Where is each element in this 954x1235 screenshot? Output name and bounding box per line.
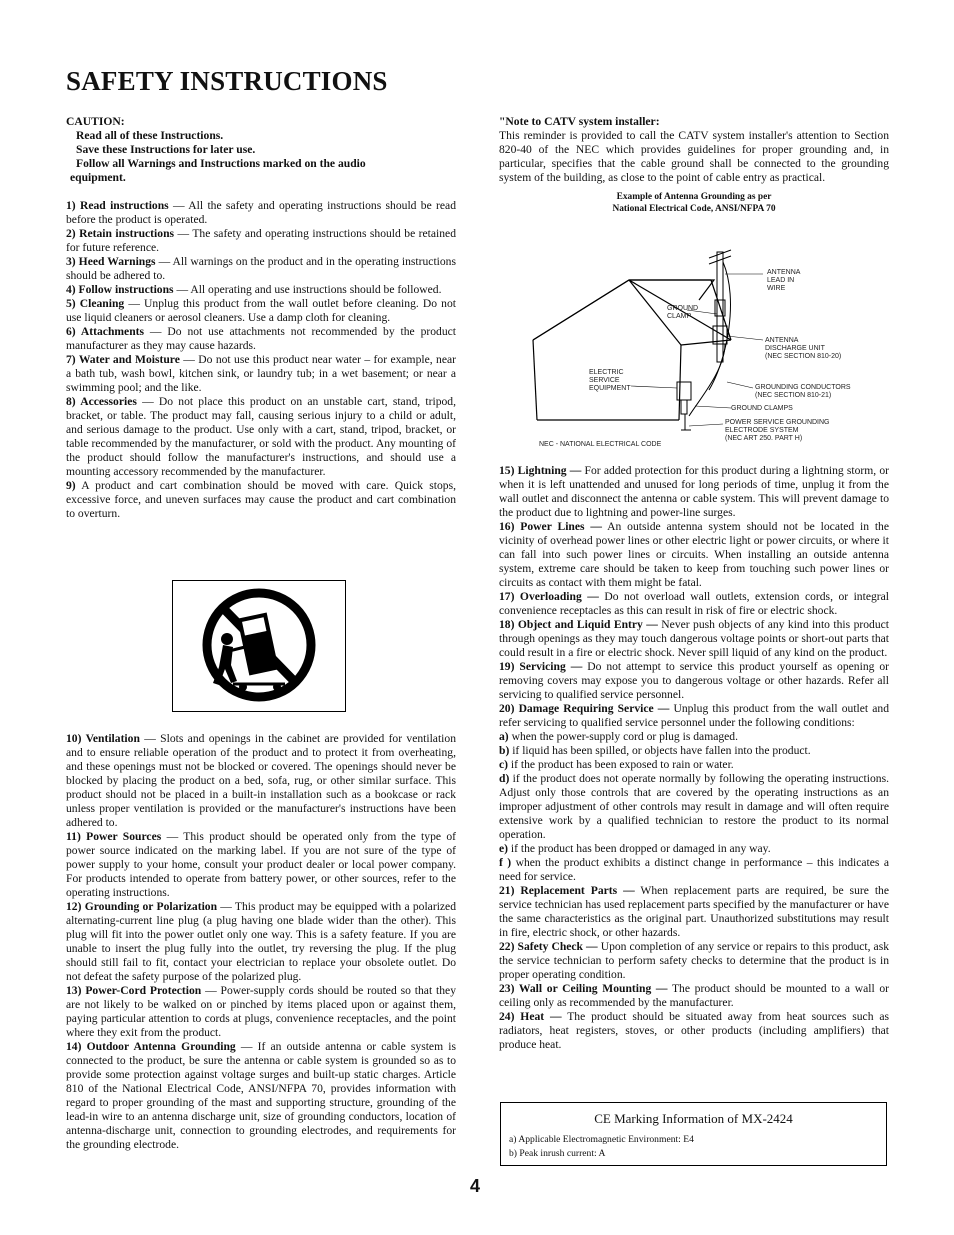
sub-label: f )	[499, 856, 512, 869]
sub-label: b)	[499, 744, 510, 757]
sub-text: if the product has been exposed to rain or water.	[508, 758, 734, 771]
item-label: 4) Follow instructions	[66, 283, 174, 296]
damage-sub-item	[499, 730, 889, 744]
damage-sub-item	[499, 842, 889, 856]
item-text: Do not overload wall outlets, extension cords, or integral convenience receptacles as this can result in risk of fire or electric shock.	[499, 590, 889, 617]
cart-tip-over-icon	[173, 581, 345, 711]
item-label: 21) Replacement Parts —	[499, 884, 635, 897]
caution-line: Follow all Warnings and Instructions marked on the audio	[76, 157, 366, 170]
instruction-item	[499, 660, 889, 702]
item-text: — Power-supply cords should be routed so that they are not likely to be walked on or pinched by items placed upon or against them, paying particular attention to cords at plugs, convenience receptacles, and the point where they exit from the product.	[66, 984, 456, 1039]
antenna-grounding-diagram	[499, 240, 889, 455]
page-title: SAFETY INSTRUCTIONS	[66, 66, 388, 96]
item-text: The product should be situated away from heat sources such as radiators, heat registers, stoves, or other products (including amplifiers) that produce heat.	[499, 1010, 889, 1051]
instruction-item	[499, 1010, 889, 1052]
item-text: — This product may be equipped with a polarized alternating-current line plug (a plug having one blade wider than the other). This plug will fit into the power outlet only one way. This is a safety feature. If you are unable to insert the plug fully into the outlet, try reversing the plug. If the plug should still fail to fit, contact your electrician to replace your obsolete outlet. Do not defeat the safety purpose of the polarized plug.	[66, 900, 456, 983]
ce-line: b) Peak inrush current: A	[509, 1148, 606, 1159]
instruction-item	[66, 984, 456, 1040]
sub-label: a)	[499, 730, 509, 743]
caution-block	[66, 115, 456, 185]
item-text: Upon completion of any service or repairs to this product, ask the service technician to perform safety checks to determine that the product is in proper operating condition.	[499, 940, 889, 981]
instruction-item	[66, 395, 456, 479]
instruction-item	[499, 940, 889, 982]
damage-sub-item	[499, 758, 889, 772]
caution-line: Read all of these Instructions.	[76, 129, 224, 142]
item-text: — The safety and operating instructions should be retained for future reference.	[66, 227, 457, 254]
catv-note-heading: "Note to CATV system installer:	[499, 115, 660, 128]
item-label: 9)	[66, 479, 76, 492]
item-label: 8) Accessories	[66, 395, 137, 408]
item-label: 17) Overloading —	[499, 590, 599, 603]
ce-title: CE Marking Information of MX-2424	[594, 1111, 793, 1126]
diagram-label: ELECTRIC SERVICE EQUIPMENT	[589, 369, 631, 392]
diagram-title-line: Example of Antenna Grounding as per	[616, 192, 772, 202]
caution-heading: CAUTION:	[66, 115, 125, 128]
sub-text: if liquid has been spilled, or objects have fallen into the product.	[509, 744, 811, 757]
item-text: — Do not place this product on an unstable cart, stand, tripod, bracket, or table. The product may fall, causing serious injury to a child or adult, and serious damage to the product. Use only with a cart, stand, tripod, bracket, or table recommended by the manufacturer, or sold with the product. Any mounting of the product should follow the manufacturer's instructions, and should use a mounting accessory recommended by the manufacturer.	[66, 395, 457, 478]
item-label: 23) Wall or Ceiling Mounting —	[499, 982, 668, 995]
right-lower-column	[499, 464, 889, 1052]
item-text: — All operating and use instructions should be followed.	[173, 283, 442, 296]
item-text: — All the safety and operating instructions should be read before the product is operated.	[66, 199, 456, 226]
cart-warning-figure	[172, 580, 346, 712]
diagram-label: GROUND CLAMP	[667, 305, 699, 320]
item-label: 10) Ventilation	[66, 732, 140, 745]
item-label: 7) Water and Moisture	[66, 353, 180, 366]
sub-text: when the power-supply cord or plug is damaged.	[508, 730, 739, 743]
item-label: 18) Object and Liquid Entry —	[499, 618, 658, 631]
diagram-label: GROUNDING CONDUCTORS (NEC SECTION 810-21)	[755, 384, 851, 399]
instruction-item	[499, 982, 889, 1010]
instruction-item	[499, 520, 889, 590]
instruction-item	[66, 830, 456, 900]
instruction-item	[66, 479, 456, 521]
sub-label: c)	[499, 758, 509, 771]
diagram-label: POWER SERVICE GROUNDING ELECTRODE SYSTEM (NEC ART 250. PART H)	[725, 419, 830, 442]
instruction-item	[66, 325, 456, 353]
instruction-item	[66, 1040, 456, 1152]
instruction-item	[66, 255, 456, 283]
item-text: Do not attempt to service this product yourself as opening or removing covers may expose you to dangerous voltage or other hazards. Refer all servicing to qualified service personnel.	[499, 660, 890, 701]
right-column	[499, 115, 889, 215]
instruction-item	[66, 900, 456, 984]
item-text: — All warnings on the product and in the operating instructions should be adhered to.	[66, 255, 456, 282]
instruction-item	[499, 590, 889, 618]
item-label: 3) Heed Warnings	[66, 255, 156, 268]
damage-sub-item	[499, 856, 889, 884]
damage-sub-item	[499, 772, 889, 842]
instruction-item	[499, 884, 889, 940]
caution-line: Save these Instructions for later use.	[76, 143, 256, 156]
item-text: — Slots and openings in the cabinet are provided for ventilation and to ensure reliable operation of the product and to protect it from overheating, and these openings must not be blocked or covered. The openings should never be blocked by placing the product on a bed, sofa, rug, or other similar surface. This product should not be placed in a built-in installation such as a bookcase or rack unless proper ventilation is provided or the manufacturer's instructions have been adhered to.	[66, 732, 456, 829]
instruction-item	[499, 618, 889, 660]
item-label: 5) Cleaning	[66, 297, 125, 310]
caution-line: equipment.	[70, 171, 126, 184]
instruction-item	[66, 732, 456, 830]
left-lower-column	[66, 732, 456, 1152]
left-column	[66, 115, 456, 521]
diagram-label: ANTENNA DISCHARGE UNIT (NEC SECTION 810-20)	[765, 337, 842, 360]
item-text: Unplug this product from the wall outlet and refer servicing to qualified service personnel under the following conditions:	[499, 702, 889, 729]
ce-line: a) Applicable Electromagnetic Environment: E4	[509, 1134, 694, 1145]
item-text: — Do not use this product near water – for example, near a bath tub, wash bowl, kitchen sink, or laundry tub; in a wet basement; or near a swimming pool; and the like.	[66, 353, 456, 394]
sub-text: if the product does not operate normally by following the operating instructions. Adjust only those controls that are covered by the operating instructions as an improper adjustment of other controls may result in damage and will often require extensive work by a qualified technician to restore the product to its normal operation.	[499, 772, 889, 841]
sub-text: if the product has been dropped or damaged in any way.	[508, 842, 771, 855]
instruction-item	[66, 283, 456, 297]
item-text: — Do not use attachments not recommended by the product manufacturer as they may cause hazards.	[66, 325, 457, 352]
diagram-title	[499, 191, 889, 215]
page-number: 4	[470, 1176, 481, 1196]
item-label: 12) Grounding or Polarization	[66, 900, 218, 913]
instruction-item	[66, 199, 456, 227]
diagram-label: ANTENNA LEAD IN WIRE	[767, 269, 801, 292]
item-text: For added protection for this product during a lightning storm, or when it is left unattended and unused for long periods of time, unplug it from the wall outlet and disconnect the antenna or cable system. This will prevent damage to the product due to lightning and power-line surges.	[499, 464, 889, 519]
item-text: A product and cart combination should be moved with care. Quick stops, excessive force, and uneven surfaces may cause the product and cart combination to overturn.	[66, 479, 456, 520]
item-label: 14) Outdoor Antenna Grounding	[66, 1040, 236, 1053]
diagram-label: NEC - NATIONAL ELECTRICAL CODE	[539, 441, 662, 448]
sub-label: d)	[499, 772, 510, 785]
instruction-item	[66, 227, 456, 255]
item-text: — Unplug this product from the wall outlet before cleaning. Do not use liquid cleaners or aerosol cleaners. Use a damp cloth for cleaning.	[66, 297, 456, 324]
item-label: 11) Power Sources	[66, 830, 162, 843]
instruction-item	[499, 464, 889, 520]
sub-label: e)	[499, 842, 509, 855]
instruction-item	[499, 702, 889, 730]
item-text: — This product should be operated only from the type of power source indicated on the marking label. If you are not sure of the type of power supply to your home, consult your product dealer or local power company. For products intended to operate from battery power, or other sources, refer to the operating instructions.	[66, 830, 456, 899]
house-antenna-icon	[499, 240, 889, 455]
item-label: 16) Power Lines —	[499, 520, 602, 533]
diagram-label: GROUND CLAMPS	[731, 405, 793, 412]
item-label: 15) Lightning —	[499, 464, 582, 477]
item-label: 13) Power-Cord Protection	[66, 984, 202, 997]
item-text: The product should be mounted to a wall or ceiling only as recommended by the manufacturer.	[499, 982, 889, 1009]
instruction-item	[66, 353, 456, 395]
instruction-item	[66, 297, 456, 325]
damage-sub-item	[499, 744, 889, 758]
item-text: An outside antenna system should not be located in the vicinity of overhead power lines or other electric light or power circuits, or where it can fall into such power lines or circuits. When installing an outside antenna system, extreme care should be taken to keep from touching such power lines or circuits as contact with them might be fatal.	[499, 520, 889, 589]
diagram-title-line: National Electrical Code, ANSI/NFPA 70	[612, 204, 776, 214]
item-text: When replacement parts are required, be sure the service technician has used replacement parts specified by the manufacturer or have the same characteristics as the original part. Unauthorized substitutions may result in fire, electric shock, or other hazards.	[499, 884, 889, 939]
item-label: 20) Damage Requiring Service —	[499, 702, 670, 715]
catv-note-text: This reminder is provided to call the CATV system installer's attention to Section 820-40 of the NEC which provides guidelines for proper grounding and, in particular, specifies that the cable ground shall be connected to the grounding system of the building, as close to the point of cable entry as practical.	[499, 129, 889, 184]
item-label: 1) Read instructions	[66, 199, 169, 212]
item-label: 19) Servicing —	[499, 660, 583, 673]
item-label: 22) Safety Check —	[499, 940, 598, 953]
item-text: Never push objects of any kind into this product through openings as they may touch dangerous voltage points or short-out parts that could result in a fire or electric shock. Never spill liquid of any kind on the product.	[499, 618, 889, 659]
item-label: 24) Heat —	[499, 1010, 562, 1023]
sub-text: when the product exhibits a distinct change in performance – this indicates a need for service.	[499, 856, 889, 883]
item-label: 2) Retain instructions	[66, 227, 175, 240]
item-label: 6) Attachments	[66, 325, 145, 338]
ce-marking-box	[500, 1102, 887, 1166]
item-text: — If an outside antenna or cable system is connected to the product, be sure the antenna or cable system is grounded so as to provide some protection against voltage surges and built-up static charges. Article 810 of the National Electrical Code, ANSI/NFPA 70, provides information with regard to proper grounding of the mast and supporting structure, grounding of the lead-in wire to an antenna discharge unit, size of grounding conductors, location of antenna-discharge unit, connection to grounding electrodes, and requirements for the grounding electrode.	[66, 1040, 456, 1151]
